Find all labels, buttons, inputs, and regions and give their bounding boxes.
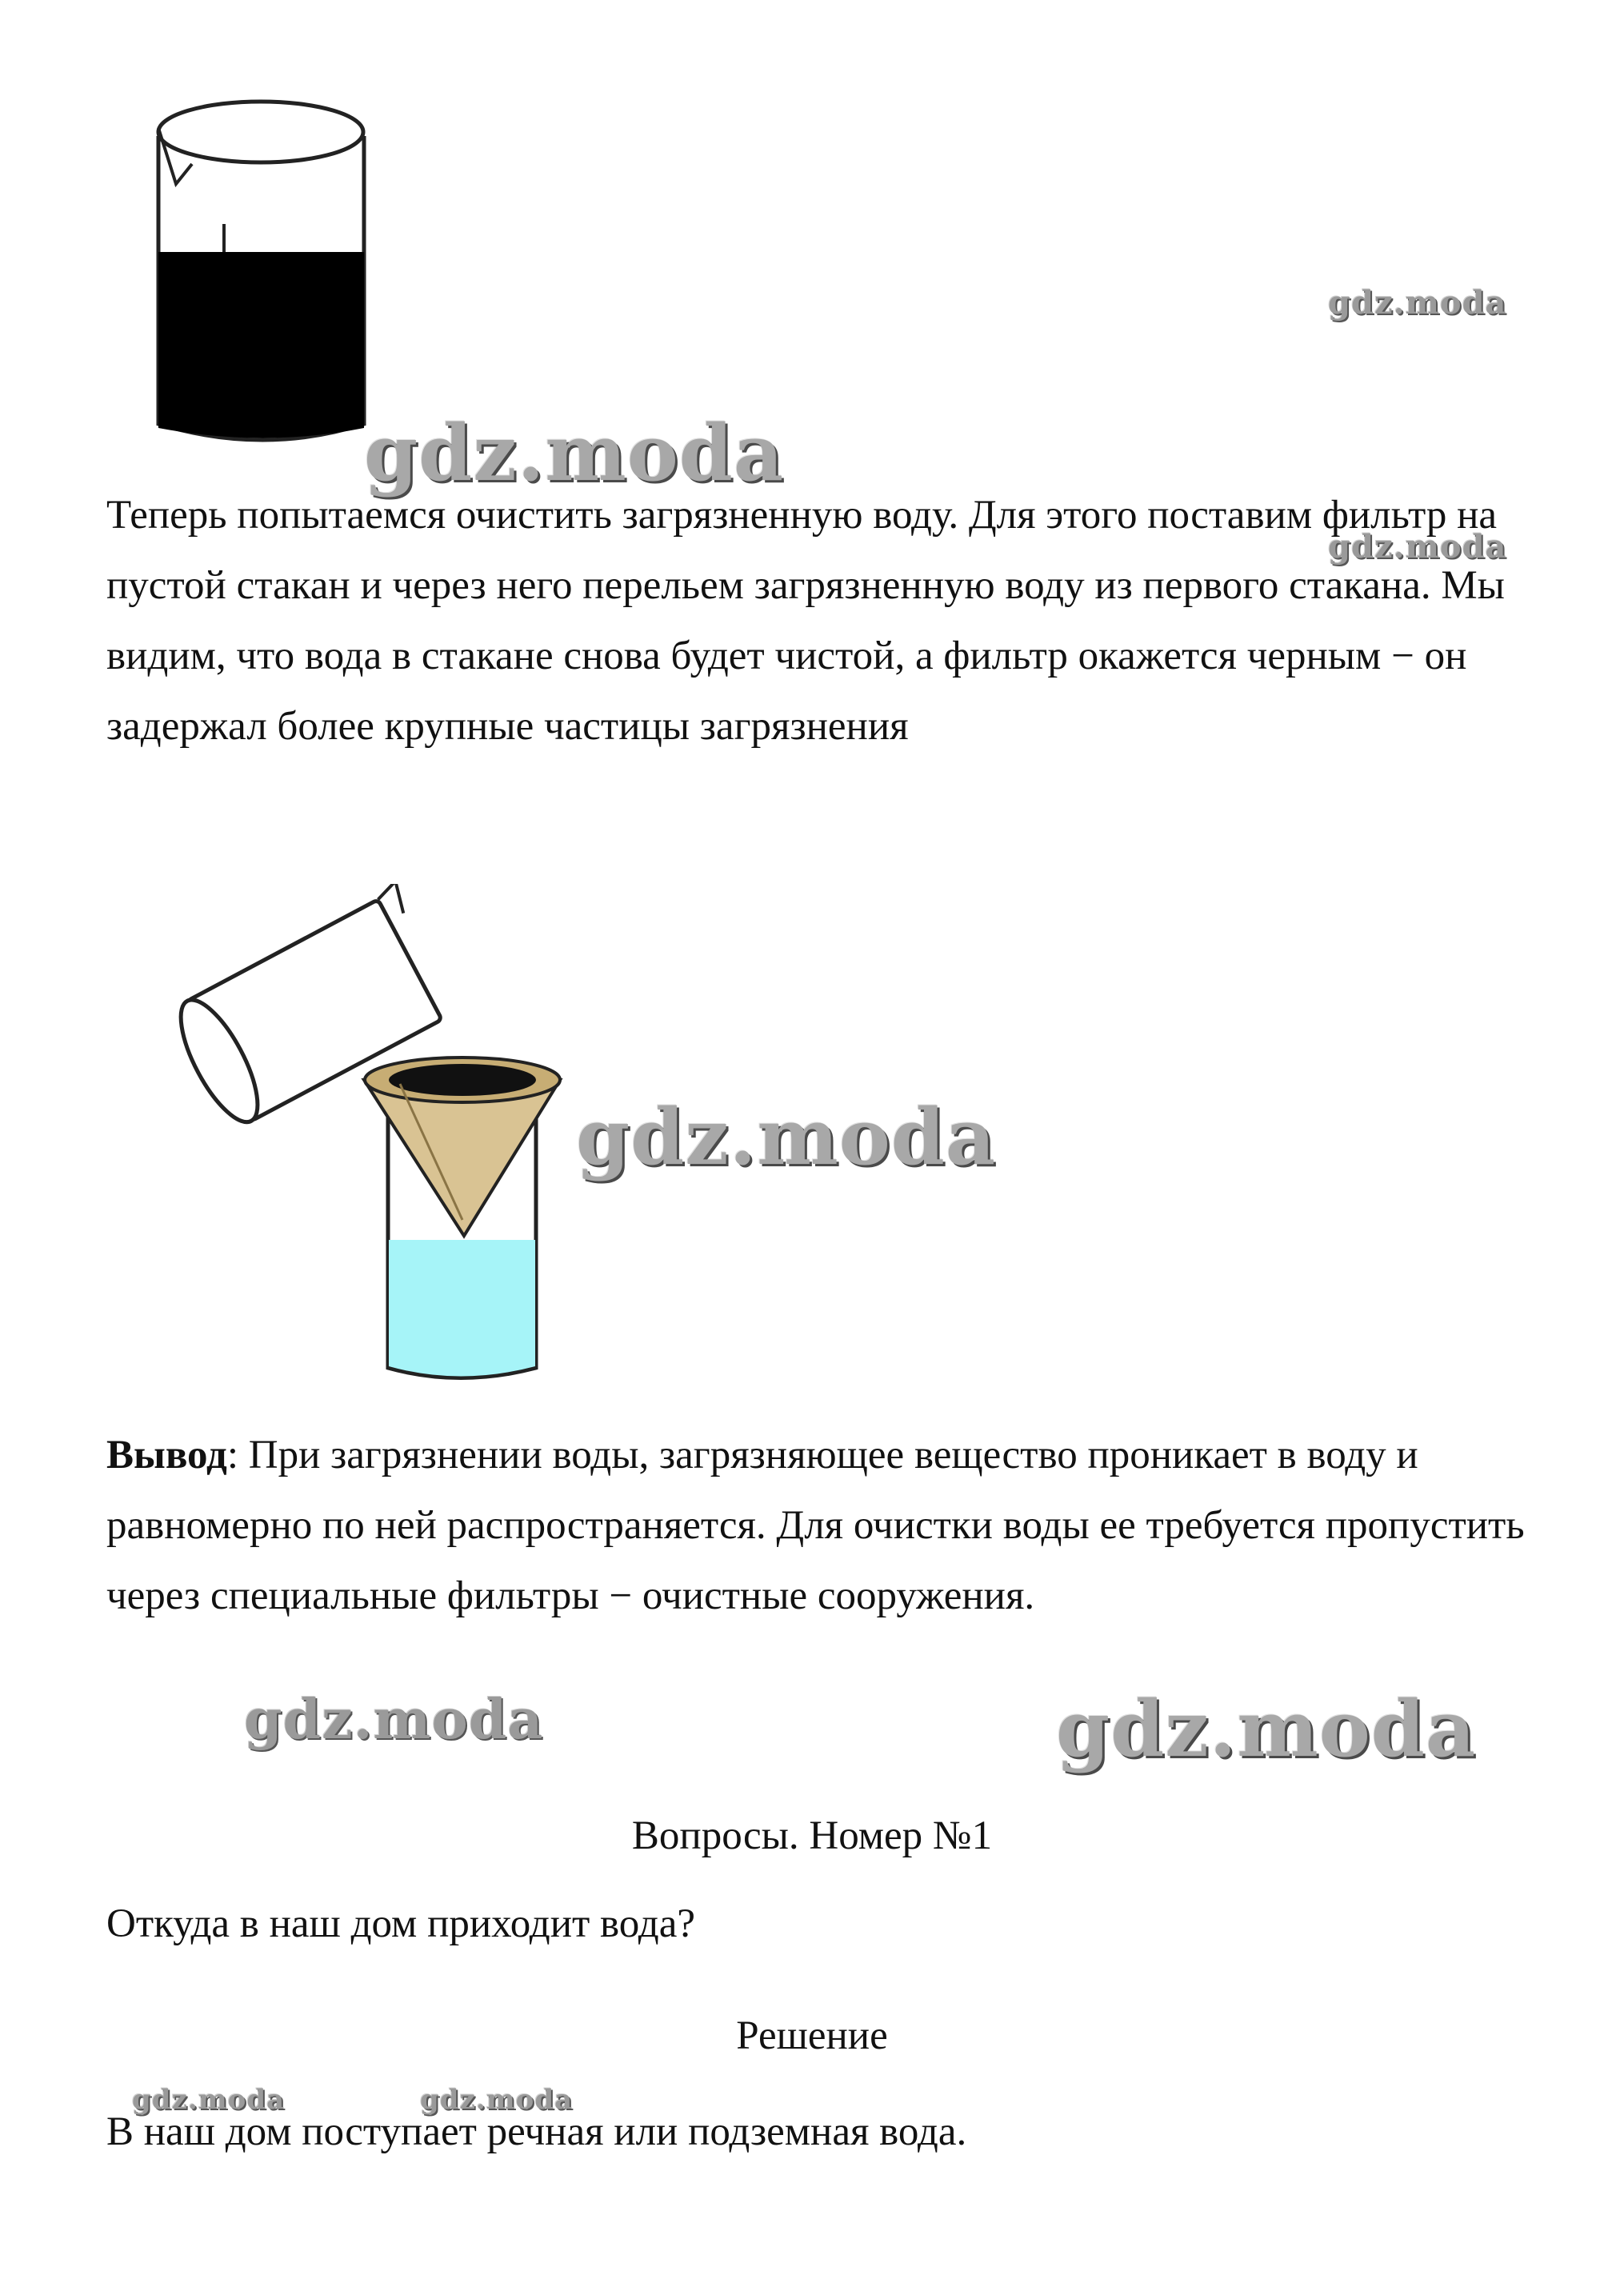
question-text: Откуда в наш дом приходит вода? — [106, 1901, 696, 1946]
watermark: gdz.moda — [420, 2084, 574, 2116]
watermark: gdz.moda — [244, 1688, 544, 1752]
watermark: gdz.moda — [1056, 1684, 1477, 1774]
beaker-dirty-water-illustration — [144, 88, 384, 456]
question-heading: Вопросы. Номер №1 — [631, 1813, 993, 1858]
paragraph-conclusion — [106, 1420, 1538, 1631]
watermark: gdz.moda — [132, 2084, 286, 2116]
clean-water — [389, 1240, 535, 1377]
watermark: gdz.moda — [1328, 284, 1507, 322]
paragraph-filtering: Теперь попытаемся очистить загрязненную воду. Для этого поставим фильтр на пустой стакан и через него перельем загрязненную воду из первого стакана. Мы видим, что вода в стакане снова будет чистой, а фильтр окажется черным − он задержал более крупные частицы загрязнения — [106, 493, 1505, 749]
filtering-illustration — [160, 884, 576, 1396]
conclusion-label: Вывод — [106, 1433, 227, 1477]
watermark: gdz.moda — [576, 1092, 997, 1182]
conclusion-text: : При загрязнении воды, загрязняющее вещество проникает в воду и равномерно по ней распространяется. Для очистки воды ее требуется пропустить через специальные фильтры − очистные сооружения. — [106, 1433, 1525, 1618]
answer-text: В наш дом поступает речная или подземная вода. — [106, 2109, 967, 2154]
watermark: gdz.moda — [1328, 528, 1507, 566]
watermark: gdz.moda — [364, 408, 785, 498]
dirty-water — [158, 252, 364, 438]
solution-heading: Решение — [736, 2013, 888, 2058]
